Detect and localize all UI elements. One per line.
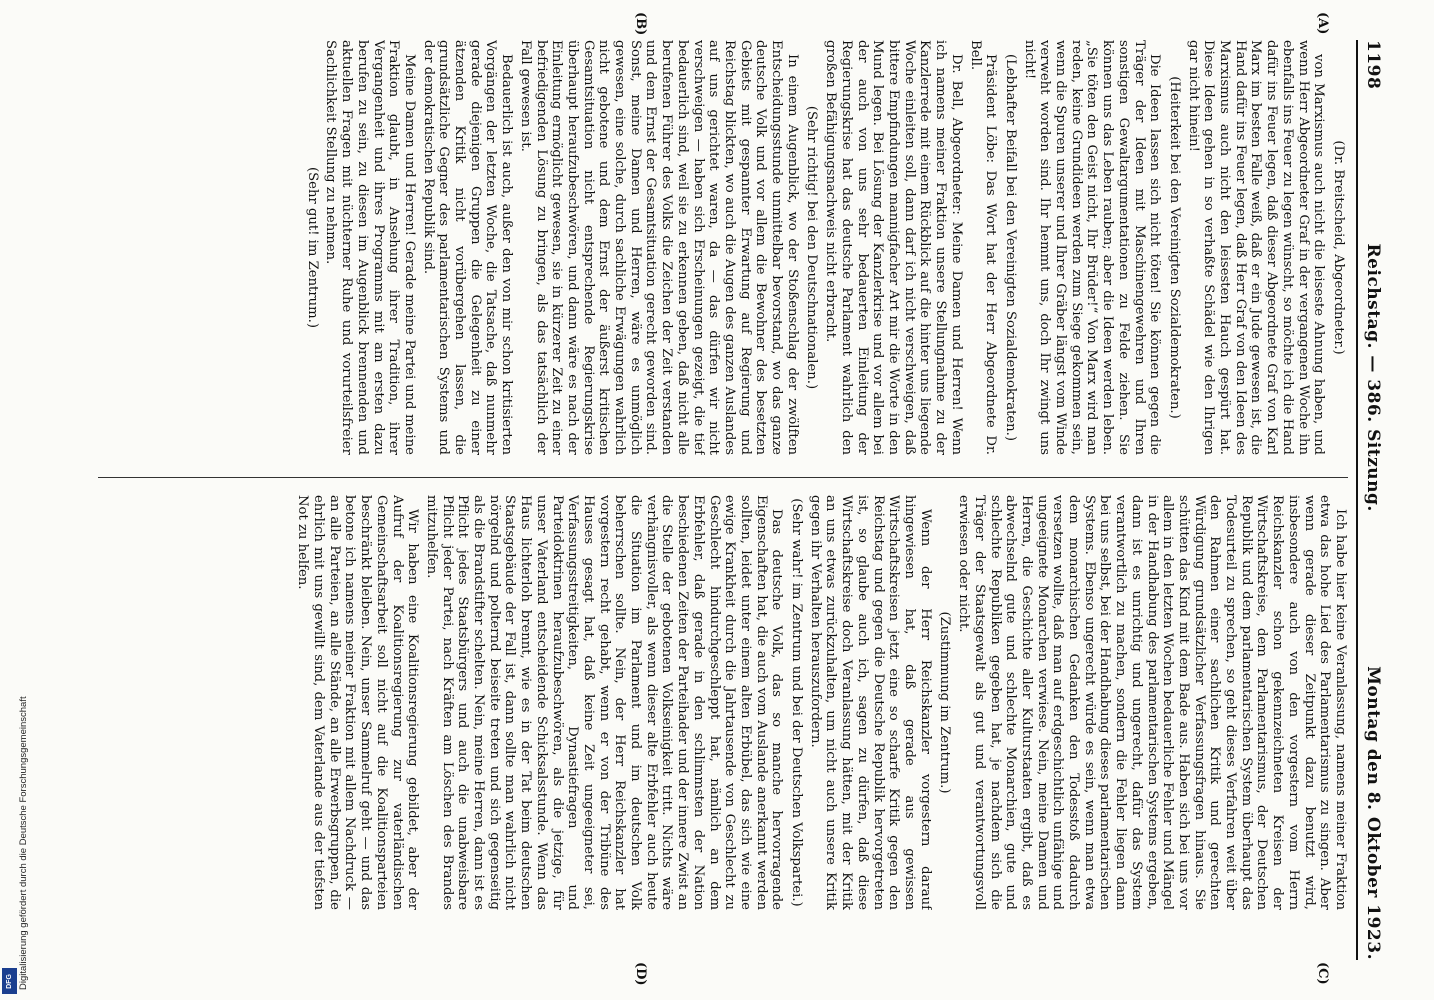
- paragraph: Wenn der Herr Reichskanzler vorgestern darauf hingewiesen hat, daß gerade aus gewissen Wirtschaftskreisen jetzt eine so scharfe Kritik gegen den Reichstag und gegen die Deutsche Republik hervorgetreten ist, so glaube auch ich, sagen zu dürfen, daß diese Wirtschaftskreise doch Veranlassung hätten, mit der Kritik an uns etwas zurückzuhalten, um nicht auch unsere Kritik gegen ihr Verhalten herauszufordern.: [807, 495, 933, 910]
- margin-mark-b: (B): [633, 12, 648, 36]
- funding-note-text: Digitalisierung gefördert durch die Deutsche Forschungsgemeinschaft: [18, 696, 29, 990]
- session-date: Montag den 8. Oktober 1923.: [1363, 666, 1383, 960]
- page-number: 1198: [1363, 40, 1383, 90]
- interjection: (Lebhafter Beifall bei den Vereinigten Sozialdemokraten.): [1002, 53, 1018, 442]
- margin-mark-d: (D): [633, 962, 648, 986]
- interjection: (Sehr richtig! bei den Deutschnationalen.): [804, 105, 820, 390]
- margin-mark-a: (A): [1315, 12, 1330, 35]
- rotated-reichstag-page: [88, 12, 1388, 986]
- column-divider: [98, 477, 1348, 478]
- interjection: (Sehr wahr! im Zentrum und bei der Deutschen Volkspartei.): [789, 498, 805, 907]
- paragraph: Dr. Bell, Abgeordneter: Meine Damen und Herren! Wenn ich namens meiner Fraktion unsere Stellungnahme zu der Kanzlerrede mit einem Rückblick auf die hinter uns liegende Woche einleiten soll, dann darf ich nicht verschweigen, daß bittere Empfindungen mannigfacher Art mir die Worte in den Mund legen. Bei Lösung der Kanzlerkrise und vor allem bei der auch von uns sehr bedauerten Einleitung der Regierungskrise hat das deutsche Parlament wahrlich den großen Befähigungsnachweis nicht erbracht.: [823, 40, 964, 455]
- paragraph: Bedauerlich ist auch, außer den von mir schon kritisierten Vorgängen der letzten Woche, die Tatsache, daß nunmehr gerade diejenigen Gruppen die Gelegenheit zu einer ätzenden Kritik nicht vorübergehen lassen, die grundsätzliche Gegner des parlamentarischen Systems und der demokratischen Republik sind.: [420, 40, 515, 455]
- funding-note: [2, 620, 29, 990]
- dfg-logo: [2, 968, 17, 994]
- page-header: [1356, 40, 1388, 960]
- paragraph: In einem Augenblick, wo der Stoßenschlag der zwölften Entscheidungsstunde unmittelbar bevorstand, wo das ganze deutsche Volk und vor allem die Bewohner des besetzten Gebiets mit gespannter Erwartung auf Regierung und Reichstag blickten, wo auch die Augen des ganzen Auslandes auf uns gerichtet waren, da — das dürfen wir nicht verschweigen — haben sich Erscheinungen gezeigt, die tief bedauerlich sind, weil sie zu erkennen geben, daß nicht alle berufenen Führer des Volks die Zeichen der Zeit verstanden und dem Ernst der Gesamtsituation gerecht geworden sind. Sonst, meine Damen und Herren, wäre es unmöglich gewesen, eine solche, durch sachliche Erwägungen wahrlich nicht gebotene und dem Ernst der äußerst kritischen Gesamtsituation nicht entsprechende Regierungskrise überhaupt heraufzubeschwören, und dann wäre es nach der Einleitung ermöglicht gewesen, sie in kürzerer Zeit zu einer befriedigenden Lösung zu bringen, als das tatsächlich der Fall gewesen ist.: [517, 40, 800, 455]
- margin-mark-c: (C): [1315, 962, 1330, 985]
- paragraph: Ich habe hier keine Veranlassung, namens meiner Fraktion etwa das hohe Lied des Parlamentarismus zu singen. Aber wenn gerade dieser Zeitpunkt dazu benutzt wird, insbesondere auch von den vorgestern vom Herrn Reichskanzler schon gekennzeichneten Kreisen der Wirtschaftskreise, dem Parlamentarismus, der Deutschen Republik und dem parlamentarischen System überhaupt das Todesurteil zu sprechen, so geht dieses Verfahren weit über den Rahmen einer sachlichen Kritik und gerechten Würdigung grundsätzlicher Verfassungsfragen hinaus. Sie schütten das Kind mit dem Bade aus. Haben sich bei uns vor allem in den letzten Wochen bedauerliche Fehler und Mängel in der Handhabung des parlamentarischen Systems ergeben, dann ist es unrichtig und ungerecht, dafür das System verantwortlich zu machen, sondern die Fehler liegen dann bei uns selbst, bei der Handhabung dieses parlamentarischen Systems. Ebenso ungerecht würde es sein, wenn man etwa dem monarchischen Gedanken den Todesstoß dadurch versetzen wollte, daß man auf erdgeschichtlich unfähige und ungeeignete Monarchen verwiese. Nein, meine Damen und Herren, die Geschichte aller Kulturstaaten ergibt, daß es abwechselnd gute und schlechte Monarchien, gute und schlechte Republiken gegeben hat, je nachdem sich die Träger der Staatsgewalt als gut und verantwortungsvoll erwiesen oder nicht.: [956, 495, 1348, 910]
- paragraph: Das deutsche Volk, das so manche hervorragende Eigenschaften hat, die auch vom Auslande anerkannt werden sollten, leidet unter einem alten Erbübel, das sich wie eine ewige Krankheit durch die Jahrtausende von Geschlecht zu Geschlecht hindurchgeschleppt hat, nämlich an dem Erbfehler, daß gerade in den schlimmsten der Nation beschiedenen Zeiten der Parteihader und der innere Zwist an die Stelle der gebotenen Volkseinigkeit tritt. Nichts wäre verhängnisvoller, als wenn dieser alte Erbfehler auch heute die Situation im Parlament und im deutschen Volk beherrschen sollte. Nein, der Herr Reichskanzler hat vorgestern recht gehabt, wenn er von der Tribüne des Hauses gesagt hat, daß keine Zeit ungeeigneter sei, Verfassungsstreitigkeiten, Dynastiefragen und Parteidoktrinen heraufzubeschwören, als die jetzige, für unser Vaterland entscheidende Schicksalsstunde. Wenn das Haus lichterloh brennt, wie es in der Tat beim deutschen Staatsgebäude der Fall ist, dann sollte man wahrlich nicht nörgelnd und polternd beiseite treten und sich gegenseitig als die Brandstifter schelten. Nein, meine Herren, dann ist es Pflicht jedes Staatsbürgers und auch die unabweisbare Pflicht jeder Partei, nach Kräften am Löschen des Brandes mitzuhelfen.: [423, 495, 785, 910]
- interjection: (Sehr gut! im Zentrum.): [304, 166, 320, 328]
- paragraph: Präsident Löbe: Das Wort hat der Herr Abgeordnete Dr. Bell.: [967, 40, 999, 455]
- paragraph: Meine Damen und Herren! Gerade meine Partei und meine Fraktion glaubt, in Ansehung ihrer Tradition, ihrer Vergangenheit und ihres Programms mit am ersten dazu berufen zu sein, zu diesen im Augenblick brennenden und aktuellen Fragen mit nüchterner Ruhe und vorurteilsfreier Sachlichkeit Stellung zu nehmen.: [323, 40, 417, 455]
- session-title: Reichstag. — 386. Sitzung.: [1363, 243, 1383, 512]
- left-column: [48, 40, 1348, 455]
- right-column: [48, 495, 1348, 910]
- paragraph: von Marxismus auch nicht die leiseste Ahnung haben, und wenn Herr Abgeordneter Graf in der vergangenen Woche ihn ebenfalls ins Feuer zu legen wünscht, so möchte ich die Hand dafür ins Feuer legen, daß dieser Abgeordnete Graf von Karl Marx im besten Falle weiß, daß er ein Jude gewesen ist, die Hand dafür ins Feuer legen, daß Herr Graf von den Ideen des Marxismus auch nicht den leisesten Hauch gespürt hat. Diese Ideen gehen in so verhaßte Schädel wie den Ihrigen gar nicht hinein!: [1185, 40, 1327, 455]
- interjection: (Dr. Breitscheid, Abgeordneter.): [1331, 140, 1346, 355]
- dfg-logo-text: DFG: [6, 973, 13, 989]
- paragraph: Wir haben eine Koalitionsregierung gebildet, aber der Aufruf der Koalitionsregierung zur vaterländischen Gemeinschaftsarbeit soll nicht auf die Koalitionsparteien beschränkt bleiben. Nein, unser Sammelruf geht — und das betone ich namens meiner Fraktion mit allem Nachdruck — an alle Parteien, an alle Stände, an alle Erwerbsgruppen, die ehrlich mit uns gewillt sind, dem Vaterlande aus der tiefsten Not zu helfen.: [295, 495, 421, 910]
- interjection: (Zustimmung im Zentrum.): [937, 611, 953, 794]
- paragraph: Die Ideen lassen sich nicht töten! Sie können gegen die Träger der Ideen mit Maschinengewehren und Ihren sonstigen Gewaltargumentationen zu Felde ziehen. Sie können uns das Leben rauben; aber die Ideen werden leben. „Sie töten den Geist nicht, Ihr Brüder!“ Von Marx wird man reden, keine Grundideen werden zum Siege gekommen sein, wenn die Spuren unserer und Ihrer Gräber längst vom Winde verweht worden sind. Ihr hemmt uns, doch Ihr zwingt uns nicht!: [1021, 40, 1163, 455]
- interjection: (Heiterkeit bei den Vereinigten Sozialdemokraten.): [1166, 76, 1182, 419]
